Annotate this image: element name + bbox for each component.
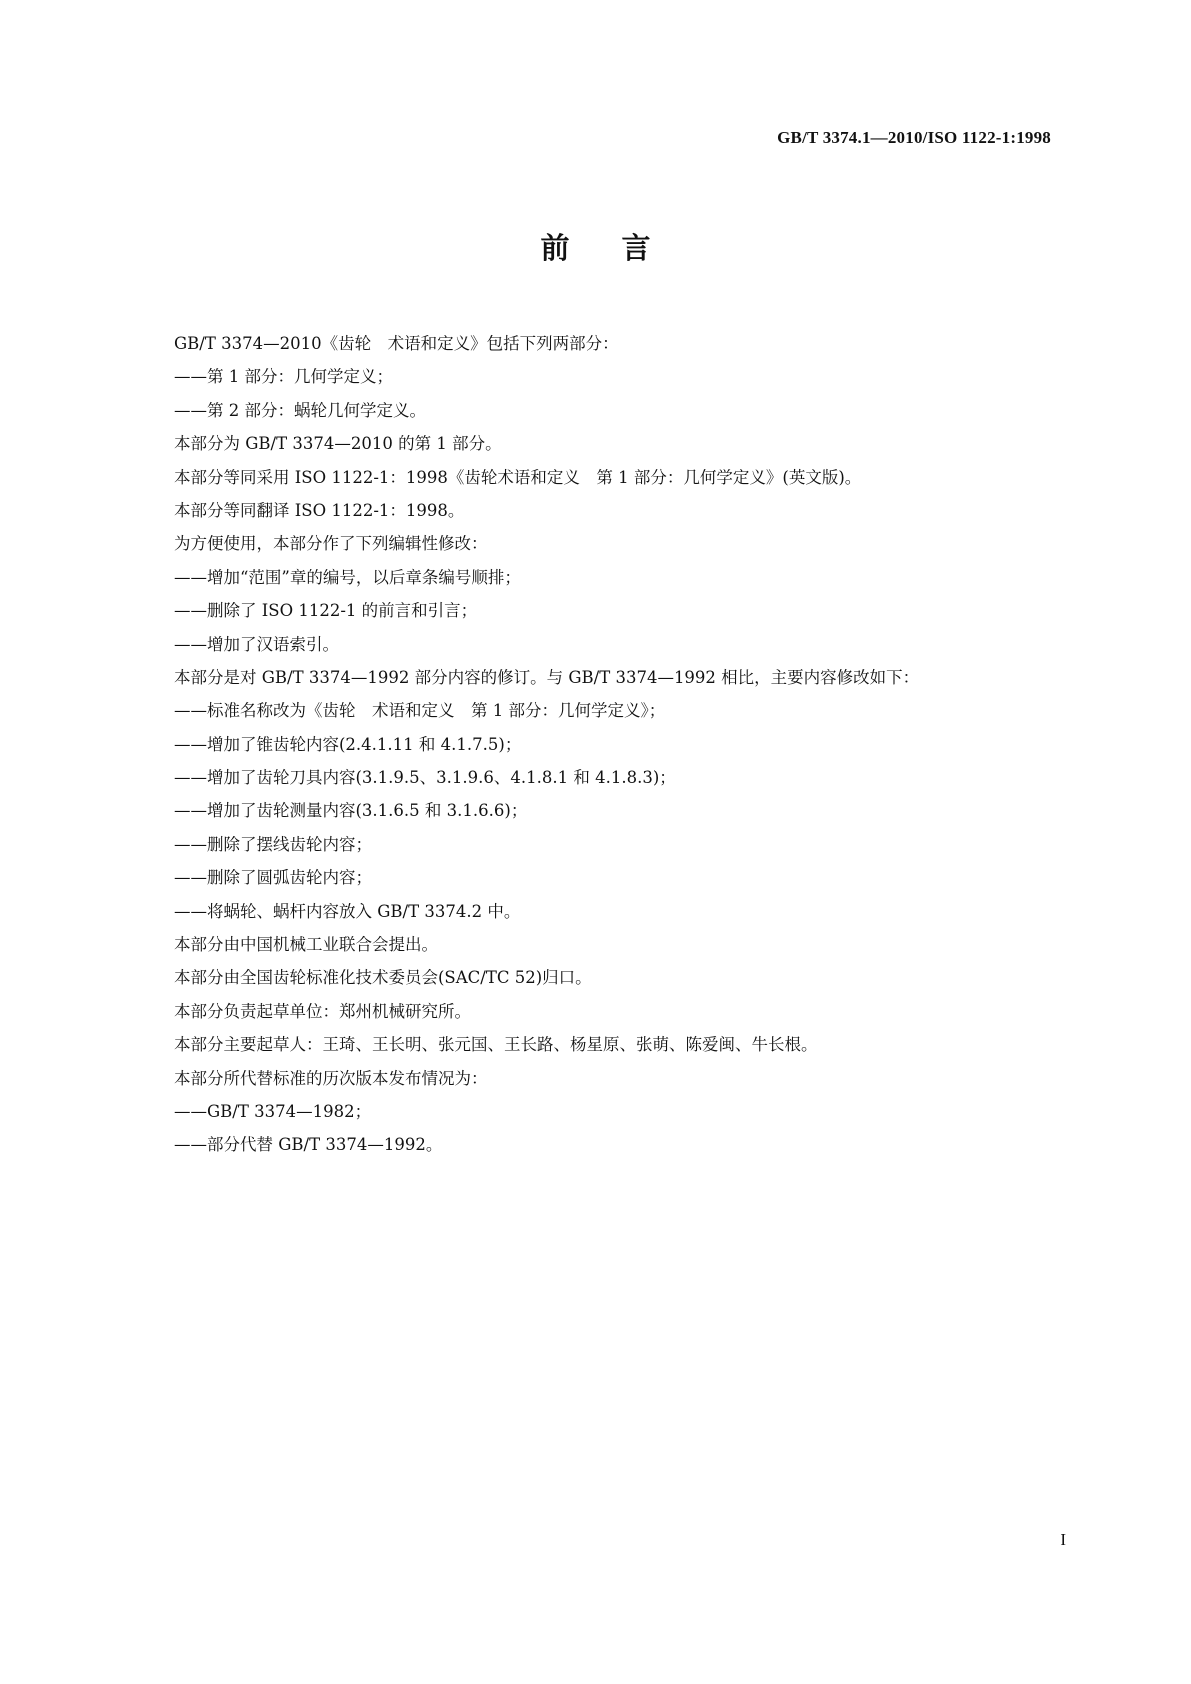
foreword-body xyxy=(174,327,1074,1162)
list-item: ——标准名称改为《齿轮 术语和定义 第 1 部分：几何学定义》； xyxy=(174,701,666,721)
page-title: 前言 xyxy=(540,231,703,265)
page-number: I xyxy=(1060,1530,1066,1549)
paragraph-line: 本部分等同采用 ISO 1122-1：1998《齿轮术语和定义 第 1 部分：几何学定义》(英文版)。 xyxy=(174,467,862,487)
list-item: ——增加了齿轮刀具内容(3.1.9.5、3.1.9.6、4.1.8.1 和 4.1.8.3)； xyxy=(174,768,676,788)
list-item: ——增加“范围”章的编号，以后章条编号顺排； xyxy=(174,567,521,587)
paragraph-line: 本部分为 GB/T 3374—2010 的第 1 部分。 xyxy=(174,434,502,454)
list-item: ——部分代替 GB/T 3374—1992。 xyxy=(174,1135,443,1155)
list-item: ——增加了齿轮测量内容(3.1.6.5 和 3.1.6.6)； xyxy=(174,801,528,821)
paragraph-line: 本部分主要起草人：王琦、王长明、张元国、王长路、杨星原、张萌、陈爱闽、牛长根。 xyxy=(174,1035,818,1055)
paragraph-line: 本部分负责起草单位：郑州机械研究所。 xyxy=(174,1001,471,1021)
list-item: ——增加了汉语索引。 xyxy=(174,634,339,654)
list-item: ——第 1 部分：几何学定义； xyxy=(174,367,393,387)
list-item: ——第 2 部分：蜗轮几何学定义。 xyxy=(174,400,426,420)
list-item: ——增加了锥齿轮内容(2.4.1.11 和 4.1.7.5)； xyxy=(174,734,522,754)
paragraph-line: 为方便使用，本部分作了下列编辑性修改： xyxy=(174,534,488,554)
list-item: ——删除了 ISO 1122-1 的前言和引言； xyxy=(174,601,478,621)
paragraph-line: 本部分是对 GB/T 3374—1992 部分内容的修订。与 GB/T 3374—1992 相比，主要内容修改如下： xyxy=(174,667,920,687)
list-item: ——GB/T 3374—1982； xyxy=(174,1101,372,1121)
standard-code-header: GB/T 3374.1—2010/ISO 1122-1:1998 xyxy=(777,128,1051,147)
list-item: ——将蜗轮、蜗杆内容放入 GB/T 3374.2 中。 xyxy=(174,901,521,921)
list-item: ——删除了摆线齿轮内容； xyxy=(174,834,372,854)
paragraph-line: 本部分等同翻译 ISO 1122-1：1998。 xyxy=(174,500,465,520)
paragraph-line: 本部分由全国齿轮标准化技术委员会(SAC/TC 52)归口。 xyxy=(174,968,592,988)
paragraph-line: 本部分所代替标准的历次版本发布情况为： xyxy=(174,1068,488,1088)
paragraph-line: GB/T 3374—2010《齿轮 术语和定义》包括下列两部分： xyxy=(174,334,619,353)
paragraph-line: 本部分由中国机械工业联合会提出。 xyxy=(174,935,438,955)
list-item: ——删除了圆弧齿轮内容； xyxy=(174,868,372,888)
